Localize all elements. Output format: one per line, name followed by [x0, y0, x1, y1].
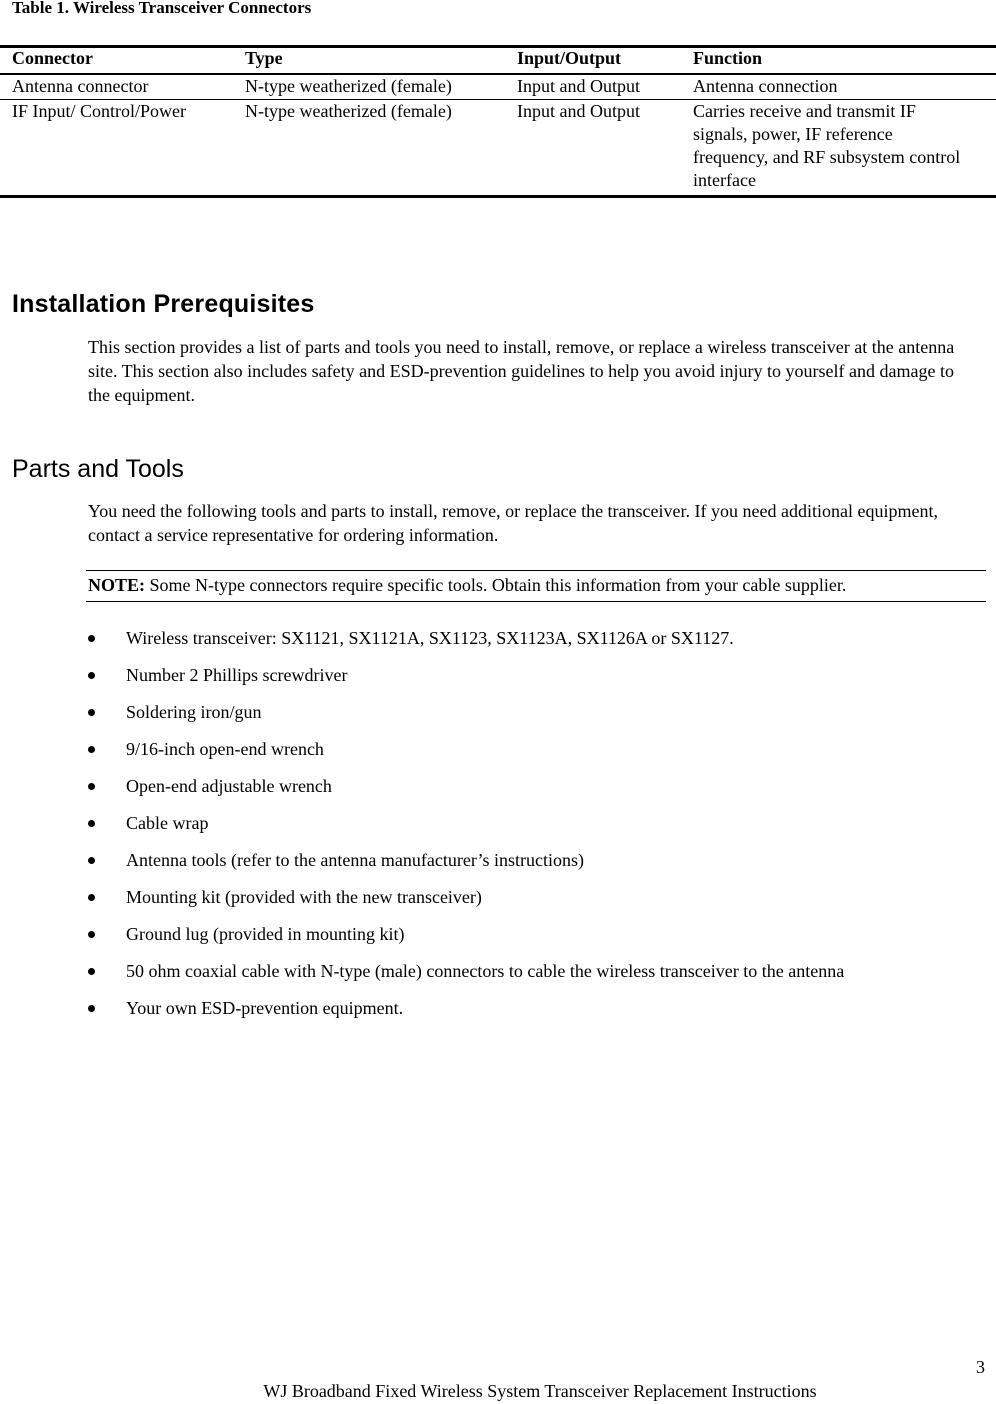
header-connector: Connector	[12, 48, 93, 68]
list-item-text: Antenna tools (refer to the antenna manufacturer’s instructions)	[126, 850, 585, 870]
list-item-text: Your own ESD-prevention equipment.	[126, 998, 404, 1018]
parts-tools-heading: Parts and Tools	[12, 455, 184, 483]
list-item	[0, 848, 996, 885]
table-cell: Carries receive and transmit IF signals, power, IF reference frequency, and RF subsystem control interface	[693, 101, 961, 190]
list-item	[0, 959, 996, 996]
bullet-icon	[88, 783, 95, 790]
list-item-text: Cable wrap	[126, 813, 209, 833]
table-bottom-rule	[0, 195, 996, 198]
table-cell: N-type weatherized (female)	[245, 76, 452, 96]
bullet-icon	[88, 709, 95, 716]
table-cell: Input and Output	[517, 76, 640, 96]
bullet-icon	[88, 672, 95, 679]
list-item	[0, 885, 996, 922]
table-caption: Table 1. Wireless Transceiver Connectors	[12, 0, 312, 17]
header-type: Type	[245, 48, 283, 68]
list-item-text: Wireless transceiver: SX1121, SX1121A, SX1123, SX1123A, SX1126A or SX1127.	[126, 628, 734, 648]
table-top-rule	[0, 45, 996, 48]
table-header-rule	[0, 73, 996, 75]
bullet-icon	[88, 746, 95, 753]
table-cell: IF Input/ Control/Power	[12, 101, 186, 121]
list-item-text: 9/16-inch open-end wrench	[126, 739, 324, 759]
header-function: Function	[693, 48, 763, 68]
list-item	[0, 700, 996, 737]
footer-title: WJ Broadband Fixed Wireless System Transceiver Replacement Instructions	[263, 1381, 817, 1401]
bullet-icon	[88, 857, 95, 864]
list-item	[0, 922, 996, 959]
list-item	[0, 626, 996, 663]
parts-tools-body: You need the following tools and parts to install, remove, or replace the transceiver. If you need additional equipment, contact a service representative for ordering information.	[88, 501, 938, 545]
parts-list	[0, 626, 996, 1033]
page-number: 3	[976, 1357, 985, 1377]
list-item-text: Open-end adjustable wrench	[126, 776, 332, 796]
bullet-icon	[88, 968, 95, 975]
bullet-icon	[88, 1005, 95, 1012]
bullet-icon	[88, 820, 95, 827]
note-top-rule	[86, 570, 986, 571]
note-bottom-rule	[86, 601, 986, 602]
list-item-text: 50 ohm coaxial cable with N-type (male) connectors to cable the wireless transceiver to the antenna	[126, 961, 845, 981]
list-item-text: Ground lug (provided in mounting kit)	[126, 924, 405, 944]
table-cell: N-type weatherized (female)	[245, 101, 452, 121]
table-cell: Antenna connection	[693, 76, 838, 96]
note-label: NOTE:	[88, 575, 146, 595]
list-item	[0, 811, 996, 848]
list-item	[0, 737, 996, 774]
installation-body: This section provides a list of parts and tools you need to install, remove, or replace a wireless transceiver at the antenna site. This section also includes safety and ESD-prevention guidelines to help you avoid injury to yourself and damage to the equipment.	[88, 337, 955, 405]
list-item-text: Mounting kit (provided with the new transceiver)	[126, 887, 482, 907]
list-item-text: Soldering iron/gun	[126, 702, 262, 722]
list-item	[0, 774, 996, 811]
bullet-icon	[88, 894, 95, 901]
bullet-icon	[88, 931, 95, 938]
list-item	[0, 996, 996, 1033]
list-item-text: Number 2 Phillips screwdriver	[126, 665, 348, 685]
installation-heading: Installation Prerequisites	[12, 290, 315, 318]
table-cell: Antenna connector	[12, 76, 149, 96]
bullet-icon	[88, 635, 95, 642]
table-cell: Input and Output	[517, 101, 640, 121]
header-input-output: Input/Output	[517, 48, 622, 68]
list-item	[0, 663, 996, 700]
note	[88, 573, 846, 597]
note-text: Some N-type connectors require specific tools. Obtain this information from your cable supplier.	[145, 575, 847, 595]
